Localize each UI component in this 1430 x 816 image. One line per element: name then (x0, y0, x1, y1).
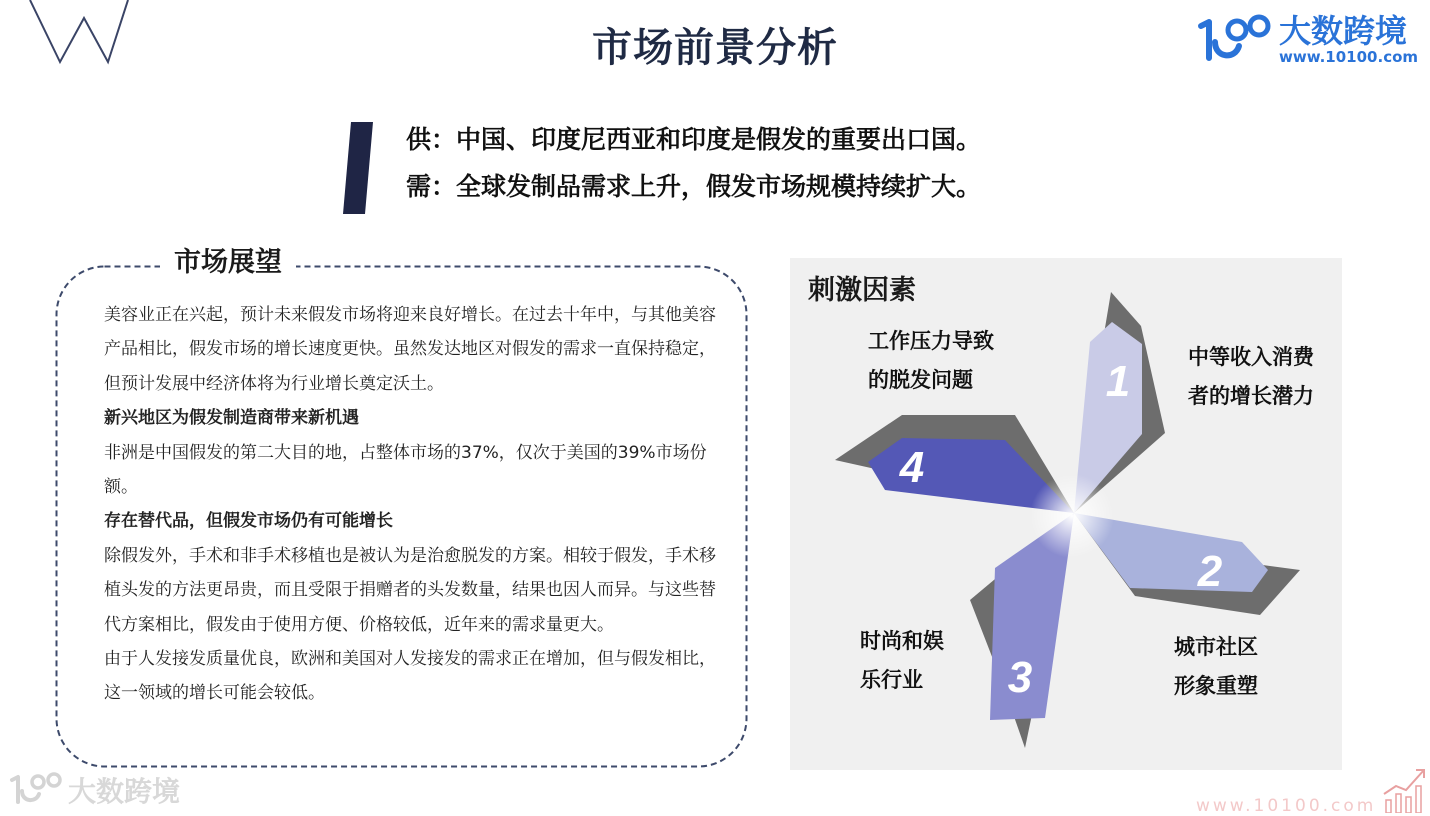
watermark-logo (8, 768, 188, 808)
factor-2-number: 2 (1197, 547, 1223, 596)
growth-chart-icon (1382, 764, 1430, 813)
page-title: 市场前景分析 (592, 25, 838, 71)
watermark-mark-icon (8, 770, 66, 806)
factors-title: 刺激因素 (808, 275, 916, 306)
brand-url[interactable]: www.10100.com (1279, 48, 1419, 66)
quote-bar-decoration (343, 122, 373, 214)
factor-4-line2: 的脱发问题 (868, 368, 973, 392)
factor-4-number: 4 (899, 443, 925, 492)
factor-3-number: 3 (1007, 653, 1033, 702)
factor-4-line1: 工作压力导致 (868, 329, 994, 353)
outlook-heading-substitutes: 存在替代品，但假发市场仍有可能增长 (104, 511, 393, 532)
demand-statement: 需：全球发制品需求上升，假发市场规模持续扩大。 (406, 172, 982, 201)
outlook-paragraph: 除假发外，手术和非手术移植也是被认为是治愈脱发的方案。相较于假发，手术移植头发的方法更昂贵，而且受限于捐赠者的头发数量，结果也因人而异。与这些替代方案相比，假发由于使用方便、价格较低，近年来的需求量更大。 (104, 545, 716, 635)
supply-statement: 供：中国、印度尼西亚和印度是假发的重要出口国。 (406, 125, 982, 154)
factor-3-label (860, 622, 944, 700)
outlook-paragraph: 非洲是中国假发的第二大目的地，占整体市场的37%，仅次于美国的39%市场份额。 (104, 442, 707, 498)
outlook-title: 市场展望 (160, 240, 296, 279)
outlook-paragraph: 美容业正在兴起，预计未来假发市场将迎来良好增长。在过去十年中，与其他美容产品相比，假发市场的增长速度更快。虽然发达地区对假发的需求一直保持稳定，但预计发展中经济体将为行业增长奠定沃土。 (104, 305, 716, 394)
watermark-url: www.10100.com (1196, 796, 1377, 816)
factor-1-line2: 者的增长潜力 (1188, 384, 1314, 408)
outlook-heading-emerging: 新兴地区为假发制造商带来新机遇 (104, 408, 359, 429)
factor-4-label (868, 322, 994, 400)
factor-2-label (1174, 628, 1258, 706)
pinwheel-center-glow (1030, 474, 1114, 558)
factor-2-line2: 形象重塑 (1174, 674, 1258, 698)
factor-1-label (1188, 338, 1314, 416)
brand-mark-icon (1195, 12, 1277, 64)
factor-1-line1: 中等收入消费 (1188, 345, 1314, 369)
factor-3-line2: 乐行业 (860, 668, 923, 692)
watermark-brand: 大数跨境 (68, 775, 181, 808)
outlook-paragraph: 由于人发接发质量优良，欧洲和美国对人发接发的需求正在增加，但与假发相比，这一领域的增长可能会较低。 (104, 649, 716, 704)
factor-3-line1: 时尚和娱 (860, 629, 944, 653)
brand-logo[interactable] (1195, 6, 1420, 68)
brand-name: 大数跨境 (1279, 12, 1408, 50)
outlook-body (104, 298, 726, 711)
factor-1-number: 1 (1105, 357, 1131, 406)
factor-2-line1: 城市社区 (1174, 635, 1258, 659)
